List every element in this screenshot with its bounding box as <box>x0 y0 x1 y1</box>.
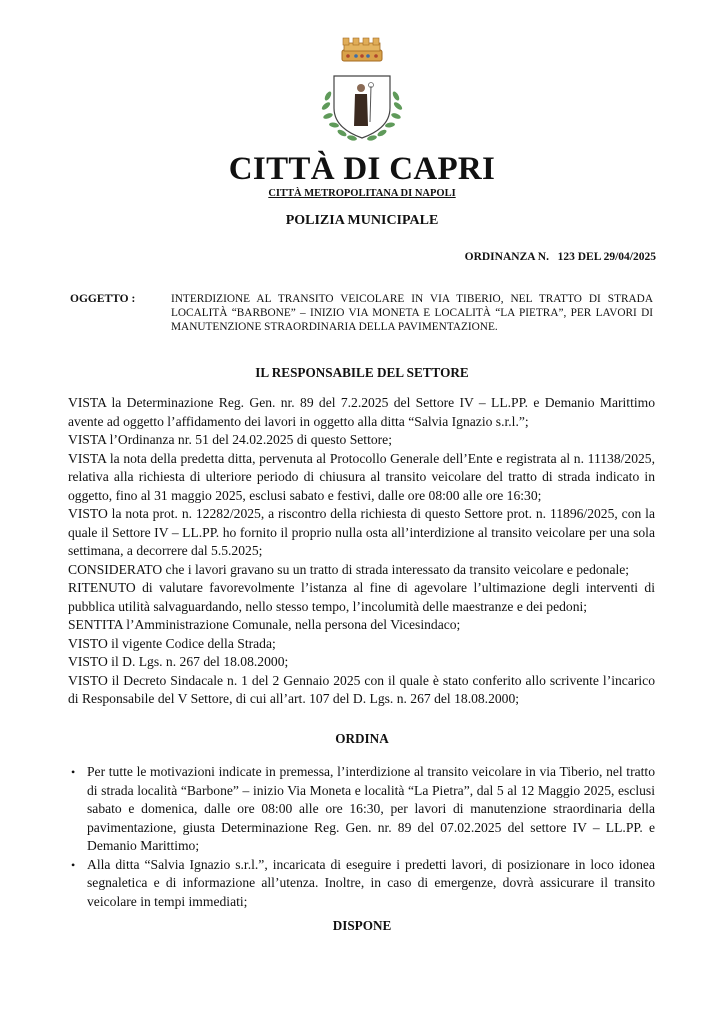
ordina-list-item <box>68 856 655 912</box>
city-subtitle: CITTÀ METROPOLITANA DI NAPOLI <box>268 188 456 199</box>
city-title: CITTÀ DI CAPRI <box>228 151 496 187</box>
premise-paragraph: VISTO il D. Lgs. n. 267 del 18.08.2000; <box>68 654 289 669</box>
ordina-list <box>68 763 655 911</box>
bullet-icon: • <box>71 765 76 779</box>
premise-paragraph: VISTA l’Ordinanza nr. 51 del 24.02.2025 di questo Settore; <box>68 432 392 447</box>
ordinance-number: ORDINANZA N. 123 DEL 29/04/2025 <box>464 251 656 263</box>
premise-paragraph: VISTO il Decreto Sindacale n. 1 del 2 Gennaio 2025 con il quale è stato conferito allo scrivente l’incarico di Responsabile del V Settore, di cui all’art. 107 del D. Lgs. n. 267 del 18.08.2000; <box>68 672 655 706</box>
crown-icon <box>342 38 382 61</box>
premise-paragraph: VISTO il vigente Codice della Strada; <box>68 635 276 651</box>
premise-paragraph: RITENUTO di valutare favorevolmente l’istanza al fine di agevolare l’ultimazione degli interventi di pubblica utilità salvaguardando, nello stesso tempo, l’incolumità delle maestranze e dei pedoni; <box>68 580 655 614</box>
subject-text: INTERDIZIONE AL TRANSITO VEICOLARE IN VIA TIBERIO, NEL TRATTO DI STRADA LOCALITÀ “BARBONE” – INIZIO VIA MONETA E LOCALITÀ “LA PIETRA”, PER LAVORI DI MANUTENZIONE STRAORDINARIA DELLA PAVIMENTAZIONE. <box>171 293 653 333</box>
capri-coat-of-arms-icon <box>312 30 412 145</box>
premises-block <box>68 394 655 709</box>
ordina-item-text: Per tutte le motivazioni indicate in premessa, l’interdizione al transito veicolare in via Tiberio, nel tratto di strada località “Barbone” – inizio Via Moneta e località “La Pietra”, dal 5 al 12 Maggio 2025, esclusi sabato e domenica, dalle ore 08:00 alle ore 16:30, per lavori di manutenzione straordinaria della pavimentazione, giusta Determinazione Reg. Gen. nr. 89 del 07.02.2025 del settore IV – LL.PP. e Demanio Marittimo; <box>87 764 655 853</box>
premise-paragraph: VISTA la nota della predetta ditta, pervenuta al Protocollo Generale dell’Ente e registrata al n. 11138/2025, relativa alla richiesta di ulteriore periodo di chiusura al transito veicolare del tratto di strada indicato in oggetto, fino al 31 maggio 2025, esclusi sabato e festivi, dalle ore 08:00 alle ore 16:30; <box>68 450 655 503</box>
premise-paragraph: SENTITA l’Amministrazione Comunale, nella persona del Vicesindaco; <box>68 617 461 632</box>
subject-label: OGGETTO : <box>70 293 136 305</box>
section-heading-dispone: DISPONE <box>332 918 392 933</box>
premise-paragraph: CONSIDERATO che i lavori gravano su un tratto di strada interessato da transito veicolare e pedonale; <box>68 561 630 577</box>
ordina-list-item <box>68 763 655 856</box>
bullet-icon: • <box>71 857 76 872</box>
premise-paragraph: VISTA la Determinazione Reg. Gen. nr. 89 del 7.2.2025 del Settore IV – LL.PP. e Demanio Marittimo avente ad oggetto l’affidamento dei lavori in oggetto alla ditta “Salvia Ignazio s.r.l.”; <box>68 395 655 429</box>
section-heading-ordina: ORDINA <box>335 731 389 746</box>
ordina-item-text: Alla ditta “Salvia Ignazio s.r.l.”, incaricata di eseguire i predetti lavori, di posizionare in loco idonea segnaletica e di informazione all’utenza. Inoltre, in caso di emergenze, dovrà assicurare il transito veicolare in tempi immediati; <box>87 856 655 909</box>
department-title: POLIZIA MUNICIPALE <box>285 213 439 228</box>
section-heading-responsabile: IL RESPONSABILE DEL SETTORE <box>255 365 469 380</box>
premise-paragraph: VISTO la nota prot. n. 12282/2025, a riscontro della richiesta di questo Settore prot. n. 11896/2025, con la quale il Settore IV – LL.PP. ho fornito il proprio nulla osta all’interdizione al transito veicolare per una sola settimana, a decorrere dal 5.5.2025; <box>68 506 655 558</box>
